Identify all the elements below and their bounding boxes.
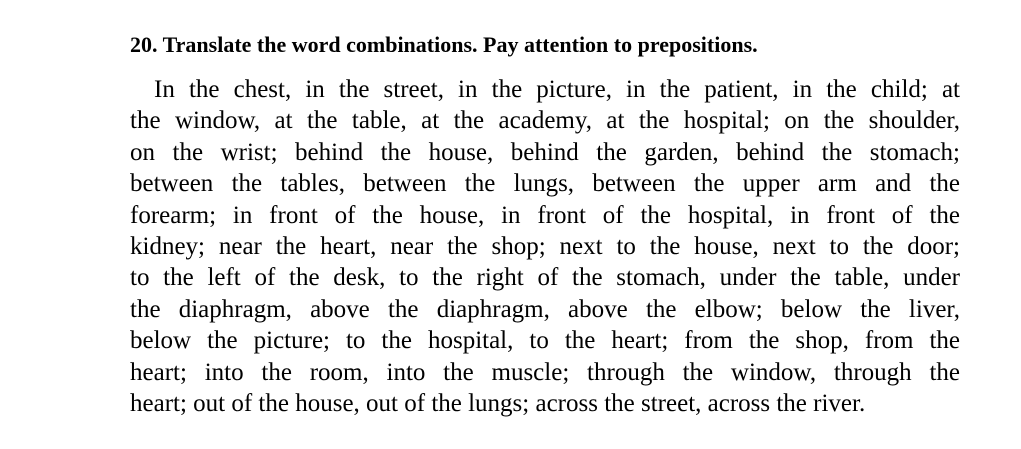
paragraph-line-4: between the tables, between the lungs, between the upper arm and the <box>130 170 960 198</box>
paragraph-line-1: In the chest, in the street, in the picture, in the patient, in the child; at <box>154 76 960 103</box>
paragraph-line-8: the diaphragm, above the diaphragm, above the elbow; below the liver, <box>130 295 960 323</box>
paragraph-line-9: below the picture; to the hospital, to the heart; from the shop, from the <box>130 327 960 355</box>
paragraph-line-2: the window, at the table, at the academy, at the hospital; on the shoulder, <box>130 107 960 135</box>
paragraph-line-7: to the left of the desk, to the right of the stomach, under the table, under <box>130 264 960 292</box>
paragraph-line-6: kidney; near the heart, near the shop; next to the house, next to the door; <box>130 233 960 260</box>
paragraph-line-10: heart; into the room, into the muscle; through the window, through the <box>130 358 960 386</box>
paragraph-line-3: on the wrist; behind the house, behind the garden, behind the stomach; <box>130 138 960 166</box>
paragraph-line-5: forearm; in front of the house, in front of the hospital, in front of the <box>130 201 960 229</box>
paragraph-line-11: heart; out of the house, out of the lungs; across the street, across the river. <box>130 390 866 417</box>
exercise-title: 20. Translate the word combinations. Pay attention to prepositions. <box>130 32 758 57</box>
